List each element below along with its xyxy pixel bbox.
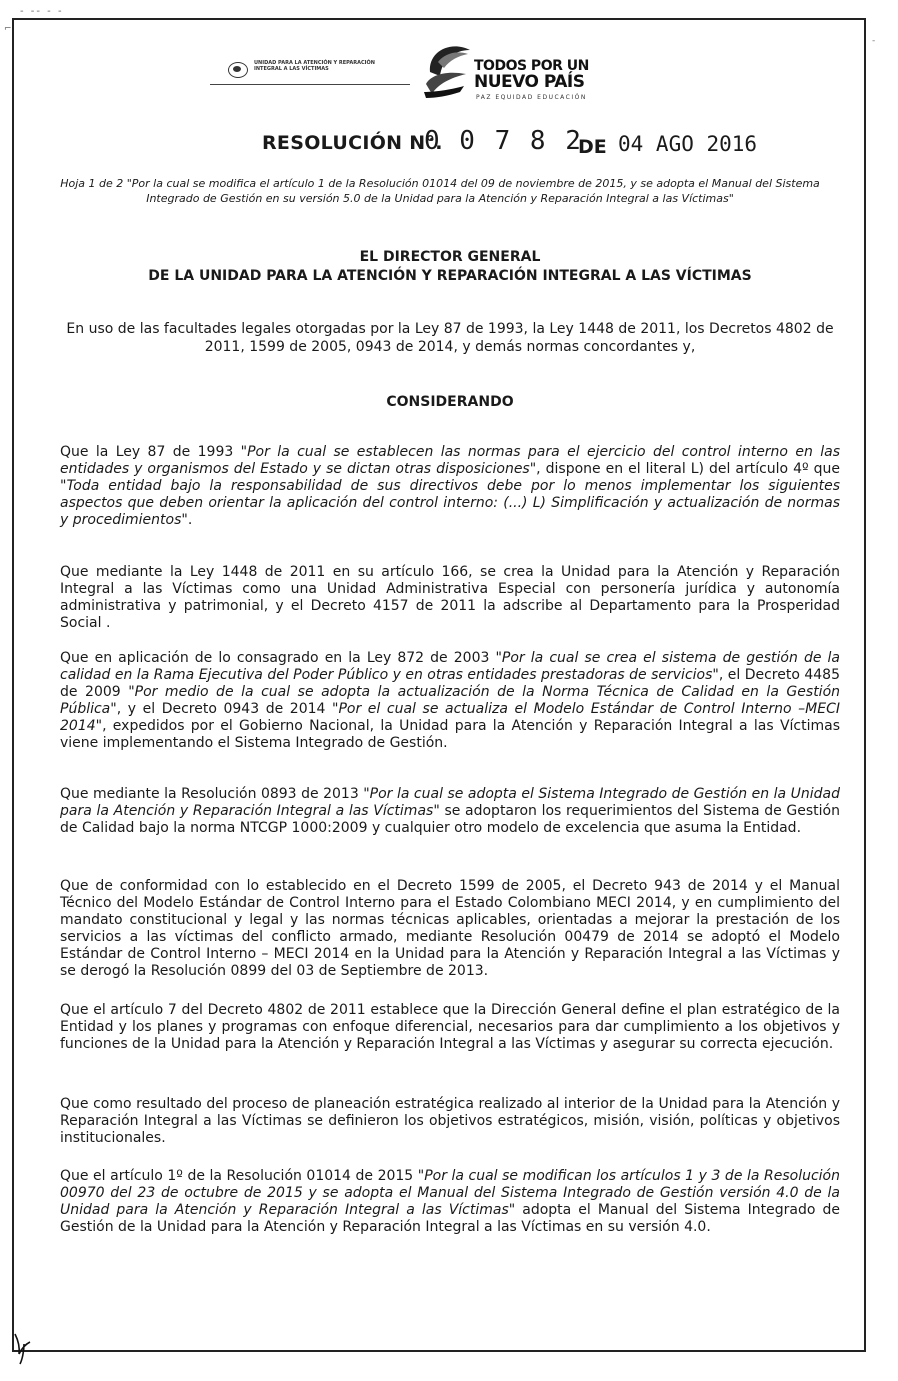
- paragraph-2: Que mediante la Ley 1448 de 2011 en su artículo 166, se crea la Unidad para la Atención y Reparación Integral a las Víctimas como una Unidad Administrativa Especial con personería jurídica y autonomía administrativa y patrimonial, y el Decreto 4157 de 2011 la adscribe al Departamento para la Prosperidad Social .: [60, 564, 840, 631]
- text-run: , expedidos por el Gobierno Nacional, la Unidad para la Atención y Reparación Integral a las Víctimas viene implementando el Sistema Integrado de Gestión.: [60, 718, 840, 751]
- text-run: adopta el Manual del Sistema Integrado de Gestión de la Unidad para la Atención y Reparación Integral a las Víctimas en su versión 4.0.: [60, 1202, 840, 1235]
- divider: [210, 84, 410, 85]
- text-run: se adoptaron los requerimientos del Sistema de Gestión de Calidad bajo la norma NTCGP 1000:2009 y cualquier otro modelo de excelencia que asuma la Entidad.: [60, 803, 840, 836]
- scan-artifact: ⌐: [4, 24, 12, 34]
- director-line2: DE LA UNIDAD PARA LA ATENCIÓN Y REPARACIÓN INTEGRAL A LAS VÍCTIMAS: [148, 268, 752, 284]
- text-run: .: [187, 512, 193, 528]
- text-run: , el Decreto 4485 de 2009: [60, 667, 841, 700]
- scan-artifact: -: [872, 36, 876, 46]
- paragraph-7: Que como resultado del proceso de planeación estratégica realizado al interior de la Unidad para la Atención y Reparación Integral a las Víctimas se definieron los objetivos estratégicos, misión, visión, políticas y objetivos institucionales.: [60, 1096, 840, 1146]
- quoted-text: "Por medio de la cual se adopta la actualización de la Norma Técnica de Calidad en la Gestión Pública": [60, 684, 841, 717]
- considerando-heading: CONSIDERANDO: [386, 394, 514, 410]
- unit-logo: [228, 60, 388, 84]
- initials-signature-icon: [12, 1330, 34, 1366]
- quoted-text: "Toda entidad bajo la responsabilidad de sus directivos debe por lo menos implementar los siguientes aspectos que deben orientar la aplicación del control interno: (...) L) Simplificación y actualización de normas y procedimientos": [60, 478, 840, 528]
- seal-icon: [228, 62, 248, 78]
- resolution-date: 04 AGO 2016: [618, 132, 758, 156]
- text-run: Que en aplicación de lo consagrado en la Ley 872 de 2003: [60, 650, 496, 666]
- paragraph-3: [60, 650, 840, 752]
- gov-slogan-line1: TODOS POR UN: [474, 58, 589, 74]
- resolution-label: RESOLUCIÓN N°.: [262, 132, 443, 154]
- unit-logo-text: UNIDAD PARA LA ATENCIÓN Y REPARACIÓN INTEGRAL A LAS VÍCTIMAS: [254, 60, 375, 72]
- text-run: Que mediante la Resolución 0893 de 2013: [60, 786, 364, 802]
- resolution-de: DE: [578, 136, 607, 158]
- quoted-text: "Por el cual se actualiza el Modelo Estándar de Control Interno –MECI 2014": [60, 701, 840, 734]
- quoted-text: "Por la cual se modifican los artículos 1 y 3 de la Resolución 00970 del 23 de octubre de 2015 y se adopta el Manual del Sistema Integrado de Gestión versión 4.0 de la Unidad para la Atención y Reparación Integral a las Víctimas": [60, 1168, 840, 1218]
- text-run: , dispone en el literal L) del artículo 4º que: [536, 461, 840, 477]
- gov-slogan-line3: PAZ EQUIDAD EDUCACIÓN: [476, 94, 587, 101]
- sheet-subtitle: Hoja 1 de 2 "Por la cual se modifica el artículo 1 de la Resolución 01014 del 09 de noviembre de 2015, y se adopta el Manual del Sistema Integrado de Gestión en su versión 5.0 de la Unidad para la Atención y Reparación Integral a las Víctimas": [60, 177, 820, 205]
- uso-paragraph: En uso de las facultades legales otorgadas por la Ley 87 de 1993, la Ley 1448 de 2011, los Decretos 4802 de 2011, 1599 de 2005, 0943 de 2014, y demás normas concordantes y,: [66, 321, 834, 355]
- text-run: , y el Decreto 0943 de 2014: [116, 701, 333, 717]
- paragraph-5: Que de conformidad con lo establecido en el Decreto 1599 de 2005, el Decreto 943 de 2014 y el Manual Técnico del Modelo Estándar de Control Interno para el Estado Colombiano MECI 2014, y en cumplimiento del mandato constitucional y legal y las normas técnicas aplicables, orientadas a mejorar la prestación de los servicios a las víctimas del conflicto armado, mediante Resolución 00479 de 2014 se adoptó el Modelo Estándar de Control Interno – MECI 2014 en la Unidad para la Atención y Reparación Integral a las Víctimas y se derogó la Resolución 0899 del 03 de Septiembre de 2013.: [60, 878, 840, 979]
- quoted-text: "Por la cual se establecen las normas para el ejercicio del control interno en las entidades y organismos del Estado y se dictan otras disposiciones": [60, 444, 840, 477]
- paragraph-1: [60, 444, 840, 529]
- text-run: Que la Ley 87 de 1993: [60, 444, 241, 460]
- quoted-text: "Por la cual se crea el sistema de gestión de la calidad en la Rama Ejecutiva del Poder Público y en otras entidades prestadoras de servicios": [60, 650, 840, 683]
- text-run: Que el artículo 1º de la Resolución 01014 de 2015: [60, 1168, 418, 1184]
- government-logo: [420, 32, 620, 102]
- director-line1: EL DIRECTOR GENERAL: [359, 249, 541, 265]
- paragraph-4: [60, 786, 840, 837]
- gov-slogan-line2: NUEVO PAÍS: [474, 72, 585, 92]
- resolution-number: 0 0 7 8 2: [424, 126, 583, 156]
- flag-swirl-icon: [420, 32, 474, 102]
- paragraph-6: Que el artículo 7 del Decreto 4802 de 2011 establece que la Dirección General define el plan estratégico de la Entidad y los planes y programas con enfoque diferencial, necesarios para dar cumplimiento a los objetivos y funciones de la Unidad para la Atención y Reparación Integral a las Víctimas y asegurar su correcta ejecución.: [60, 1002, 840, 1052]
- scan-artifact: - -- - -: [20, 6, 64, 17]
- director-heading: [110, 248, 790, 286]
- paragraph-8: [60, 1168, 840, 1236]
- quoted-text: "Por la cual se adopta el Sistema Integrado de Gestión en la Unidad para la Atención y Reparación Integral a las Víctimas": [60, 786, 840, 819]
